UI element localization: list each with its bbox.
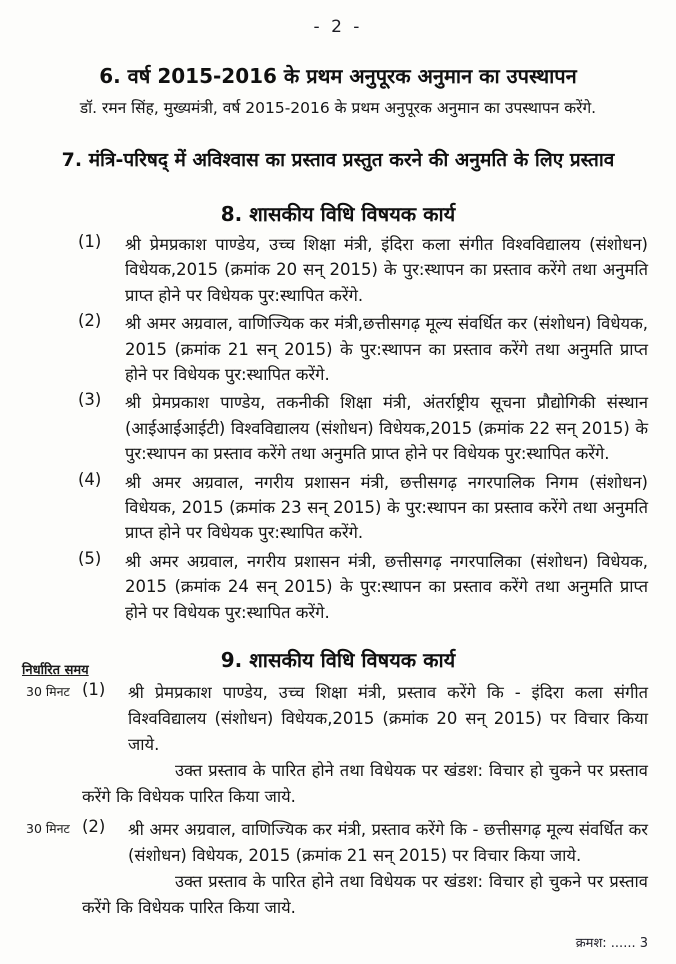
item-text: श्री अमर अग्रवाल, वाणिज्यिक कर मंत्री, प्रस्ताव करेंगे कि - छत्तीसगढ़ मूल्य संवर्धित कर (संशोधन) विधेयक, 2015 (क्रमांक 21 सन् 2015) पर विचार किया जाये. [128, 820, 648, 866]
item-text: श्री प्रेमप्रकाश पाण्डेय, तकनीकी शिक्षा मंत्री, अंतर्राष्ट्रीय सूचना प्रौद्योगिकी संस्थान (आईआईआईटी) विश्वविद्यालय (संशोधन) विधेयक,2015 (क्रमांक 22 सन् 2015) के पुर:स्थापन का प्रस्ताव करेंगे तथा अनुमति प्राप्त होने पर विधेयक पुर:स्थापित करेंगे. [125, 393, 648, 464]
item-number: (1) [78, 232, 102, 251]
section7-heading: 7. मंत्रि-परिषद् में अविश्वास का प्रस्ताव प्रस्तुत करने की अनुमति के लिए प्रस्ताव [61, 149, 615, 171]
list-item [78, 232, 676, 308]
item-number: (2) [82, 817, 106, 837]
section9-heading: 9. शासकीय विधि विषयक कार्य [220, 648, 456, 673]
item-subtext: उक्त प्रस्ताव के पारित होने तथा विधेयक पर खंडश: विचार हो चुकने पर प्रस्ताव करेंगे कि विधेयक पारित किया जाये. [82, 872, 648, 918]
list-item [78, 390, 676, 466]
section6-heading: 6. वर्ष 2015-2016 के प्रथम अनुपूरक अनुमान का उपस्थापन [99, 64, 577, 88]
allotted-time-label: निर्धारित समय [22, 663, 89, 679]
continuation-marker: क्रमश: ...... 3 [575, 936, 648, 951]
item-text: श्री अमर अग्रवाल, नगरीय प्रशासन मंत्री, छत्तीसगढ़ नगरपालिक निगम (संशोधन) विधेयक, 2015 (क्रमांक 23 सन् 2015) के पुर:स्थापन का प्रस्ताव करेंगे तथा अनुमति प्राप्त होने पर विधेयक पुर:स्थापित करेंगे. [125, 472, 648, 543]
item-number: (5) [78, 548, 102, 568]
item-number: (4) [78, 469, 102, 489]
item-text: श्री प्रेमप्रकाश पाण्डेय, उच्च शिक्षा मंत्री, प्रस्ताव करेंगे कि - इंदिरा कला संगीत विश्वविद्यालय (संशोधन) विधेयक,2015 (क्रमांक 20 सन् 2015) पर विचार किया जाये. [128, 683, 648, 755]
list-item [78, 470, 676, 546]
list-item [26, 680, 676, 758]
item-text: श्री अमर अग्रवाल, नगरीय प्रशासन मंत्री, छत्तीसगढ़ नगरपालिका (संशोधन) विधेयक, 2015 (क्रमांक 24 सन् 2015) के पुर:स्थापन का प्रस्ताव करेंगे तथा अनुमति प्राप्त होने पर विधेयक पुर:स्थापित करेंगे. [125, 551, 648, 622]
item-subtext: उक्त प्रस्ताव के पारित होने तथा विधेयक पर खंडश: विचार हो चुकने पर प्रस्ताव करेंगे कि विधेयक पारित किया जाये. [82, 761, 648, 807]
section8-list [0, 232, 676, 625]
item-number: (1) [82, 680, 106, 700]
item-text: श्री अमर अग्रवाल, वाणिज्यिक कर मंत्री,छत्तीसगढ़ मूल्य संवर्धित कर (संशोधन) विधेयक, 2015 (क्रमांक 21 सन् 2015) के पुर:स्थापन का प्रस्ताव करेंगे तथा अनुमति प्राप्त होने पर विधेयक पुर:स्थापित करेंगे. [125, 314, 648, 385]
page-number: - 2 - [313, 17, 363, 37]
item-number: (3) [78, 390, 102, 410]
section9 [0, 646, 676, 921]
section8-heading: 8. शासकीय विधि विषयक कार्य [220, 202, 456, 226]
list-item [78, 549, 676, 625]
time-label: 30 मिनट [26, 821, 70, 837]
item-number: (2) [78, 311, 102, 331]
time-label: 30 मिनट [26, 684, 70, 700]
list-item [78, 311, 676, 387]
item-text: श्री प्रेमप्रकाश पाण्डेय, उच्च शिक्षा मंत्री, इंदिरा कला संगीत विश्वविद्यालय (संशोधन) विधेयक,2015 (क्रमांक 20 सन् 2015) के पुर:स्थापन का प्रस्ताव करेंगे तथा अनुमति प्राप्त होने पर विधेयक पुर:स्थापित करेंगे. [125, 235, 648, 305]
list-item [26, 817, 676, 869]
section6-body: डॉ. रमन सिंह, मुख्यमंत्री, वर्ष 2015-2016 के प्रथम अनुपूरक अनुमान का उपस्थापन करेंगे. [79, 99, 597, 117]
